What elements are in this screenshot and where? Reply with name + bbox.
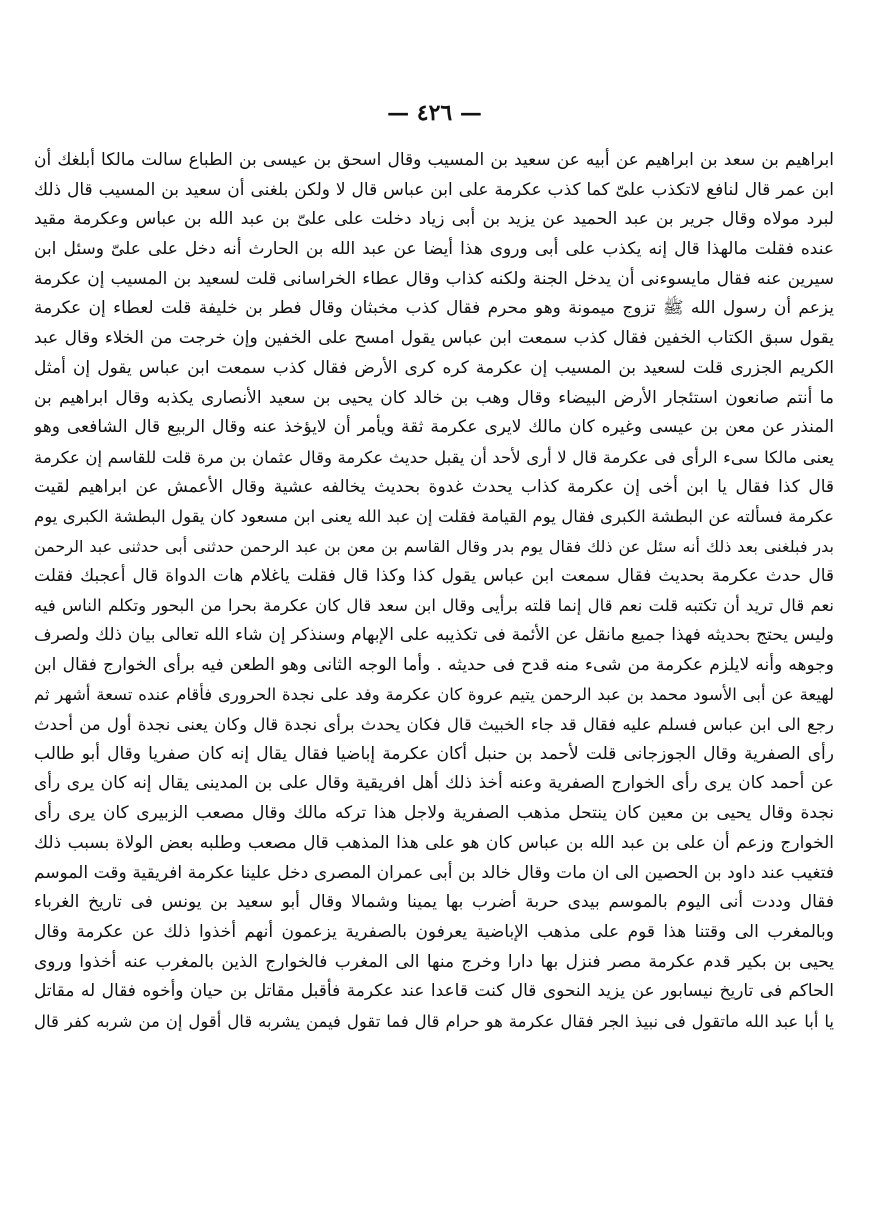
text-line: نجدة وقال يحيى بن معين كان ينتحل مذهب الصفرية ولاجل هذا تركه مالك وقال مصعب الزبيرى كان يرى رأى [34,803,834,824]
text-line: عنده فقلت مالهذا قال إنه يكذب على أبى وروى هذا أيضا عن عبد الله بن الحارث أنه دخل على علىّ وسئل ابن [34,239,834,260]
text-line: رأى الصفرية وقال الجوزجانى قلت لأحمد بن حنبل أكان عكرمة إباضيا فقال يقال إنه كان صفريا وقال أبو طالب [34,743,834,764]
text-line: ما أنتم صانعون استئجار الأرض البيضاء وقال وهب بن خالد كان يحيى بن سعيد الأنصارى يكذبه وقال ابراهيم بن [34,387,834,408]
text-line: الحاكم فى تاريخ نيسابور عن يزيد النحوى قال كنت قاعدا عند عكرمة فأقبل مقاتل بن حيان وأخوه فقال له مقاتل [34,981,834,1002]
text-line: المنذر عن معن بن عيسى وغيره كان مالك لايرى عكرمة ثقة ويأمر أن لايؤخذ عنه وقال الربيع قال الشافعى وهو [34,417,834,438]
text-line: يقول سبق الكتاب الخفين فقال كذب سمعت ابن عباس يقول امسح على الخفين وإن خرجت من الخلاء وقال عبد [34,328,834,349]
text-line: عن أحمد كان يرى رأى الخوارج الصفرية وعنه أخذ ذلك أهل افريقية وقال على بن المدينى يقال إنه كان يرى رأى [34,773,834,794]
text-line: سيرين عنه فقال مايسوءنى أن يدخل الجنة ولكنه كذاب وقال عطاء الخراسانى قلت لسعيد بن المسيب إن عكرمة [34,268,834,289]
text-line: يعنى مالكا سىء الرأى فى عكرمة قال لا أرى لأحد أن يقبل حديث عكرمة وقال عثمان بن مرة قلت للقاسم إن عكرمة [34,447,834,467]
text-line: يحيى بن بكير قدم عكرمة مصر فنزل بها دارا وخرج منها الى المغرب فالخوارج الذين بالمغرب عنه أخذوا وروى [34,951,834,972]
text-line: بدر فبلغنى بعد ذلك أنه سئل عن ذلك فقال يوم بدر وقال القاسم بن معن بن عبد الرحمن حدثنى أبى حدثنى عبد الرحمن [34,536,834,556]
text-line: لهيعة عن أبى الأسود محمد بن عبد الرحمن يتيم عروة كان عكرمة وفد على نجدة الحرورى فأقام عنده تسعة أشهر ثم [34,685,834,705]
text-line: لبرد مولاه وقال جرير بن عبد الحميد عن يزيد بن أبى زياد دخلت على علىّ بن عبد الله بن عباس وعكرمة مقيد [34,209,834,230]
text-line: نعم قال تريد أن تكتبه قلت نعم قال إنما قلته برأيى وقال ابن سعد قال كان عكرمة بحرا من البحور وتكلم الناس فيه [34,596,834,616]
text-line: يا أبا عبد الله ماتقول فى نبيذ الجر فقال عكرمة هو حرام قال فما تقول فيمن يشربه قال أقول إن من شربه كفر قال [34,1011,834,1031]
page-number: — ٤٢٦ — [387,100,482,126]
text-line: يزعم أن رسول الله ﷺ تزوج ميمونة وهو محرم فقال كذب مخبثان وقال فطر بن خليفة قلت لعطاء إن عكرمة [34,298,834,319]
text-line: ابراهيم بن سعد بن ابراهيم عن أبيه عن سعيد بن المسيب وقال اسحق بن عيسى بن الطباع سالت مالكا أبلغك أن [34,150,834,170]
text-line: الكريم الجزرى قلت لسعيد بن المسيب إن عكرمة كره كرى الأرض فقال كذب سمعت ابن عباس يقول إن أمثل [34,357,834,378]
body-text [34,146,834,1037]
text-line: وجوهه وأنه لايلزم عكرمة من شىء منه قدح فى حديثه . وأما الوجه الثانى وهو الطعن فيه برأى الخوارج فقال ابن [34,654,834,675]
text-line: ابن عمر قال لنافع لاتكذب علىّ كما كذب عكرمة على ابن عباس قال لا ولكن بلغنى أن سعيد بن المسيب قال ذلك [34,179,834,200]
text-line: وبالمغرب الى وقتنا هذا قوم على مذهب الإباضية يعرفون بالصفرية يزعمون أنهم أخذوا ذلك عن عكرمة وقال [34,921,834,942]
text-line: رجع الى ابن عباس فسلم عليه فقال قد جاء الخبيث قال فكان يحدث برأى نجدة قال وكان يعنى نجدة أول من أحدث [34,715,834,735]
text-line: فتغيب عند داود بن الحصين الى ان مات وقال خالد بن أبى عمران المصرى دخل علينا عكرمة افريقية وقت الموسم [34,862,834,883]
text-line: قال حدث عكرمة بحديث فقال سمعت ابن عباس يقول كذا وكذا قال فقلت ياغلام هات الدواة قال أعجبك فقلت [34,565,834,586]
text-line: عكرمة فسألته عن البطشة الكبرى فقال يوم القيامة فقلت إن عبد الله يعنى ابن مسعود كان يقول البطشة الكبرى يوم [34,507,834,527]
text-line: الخوارج وزعم أن على بن عبد الله بن عباس كان هو على هذا المذهب قال مصعب وطلبه بعض الولاة بسبب ذلك [34,832,834,853]
text-line: وليس يحتج بحديثه فهذا جميع مانقل عن الأئمة فى تكذيبه على الإبهام وسنذكر إن شاء الله تعالى بيان ذلك ولصرف [34,625,834,645]
text-line: قال كذا فقال يا ابن أخى إن عكرمة كذاب يحدث غدوة بحديث يخالفه عشية وقال الأعمش عن ابراهيم لقيت [34,476,834,497]
text-line: فقال وددت أنى اليوم بالموسم بيدى حربة أضرب بها يمينا وشمالا وقال أبو سعيد بن يونس فى تاريخ الغرباء [34,892,834,913]
